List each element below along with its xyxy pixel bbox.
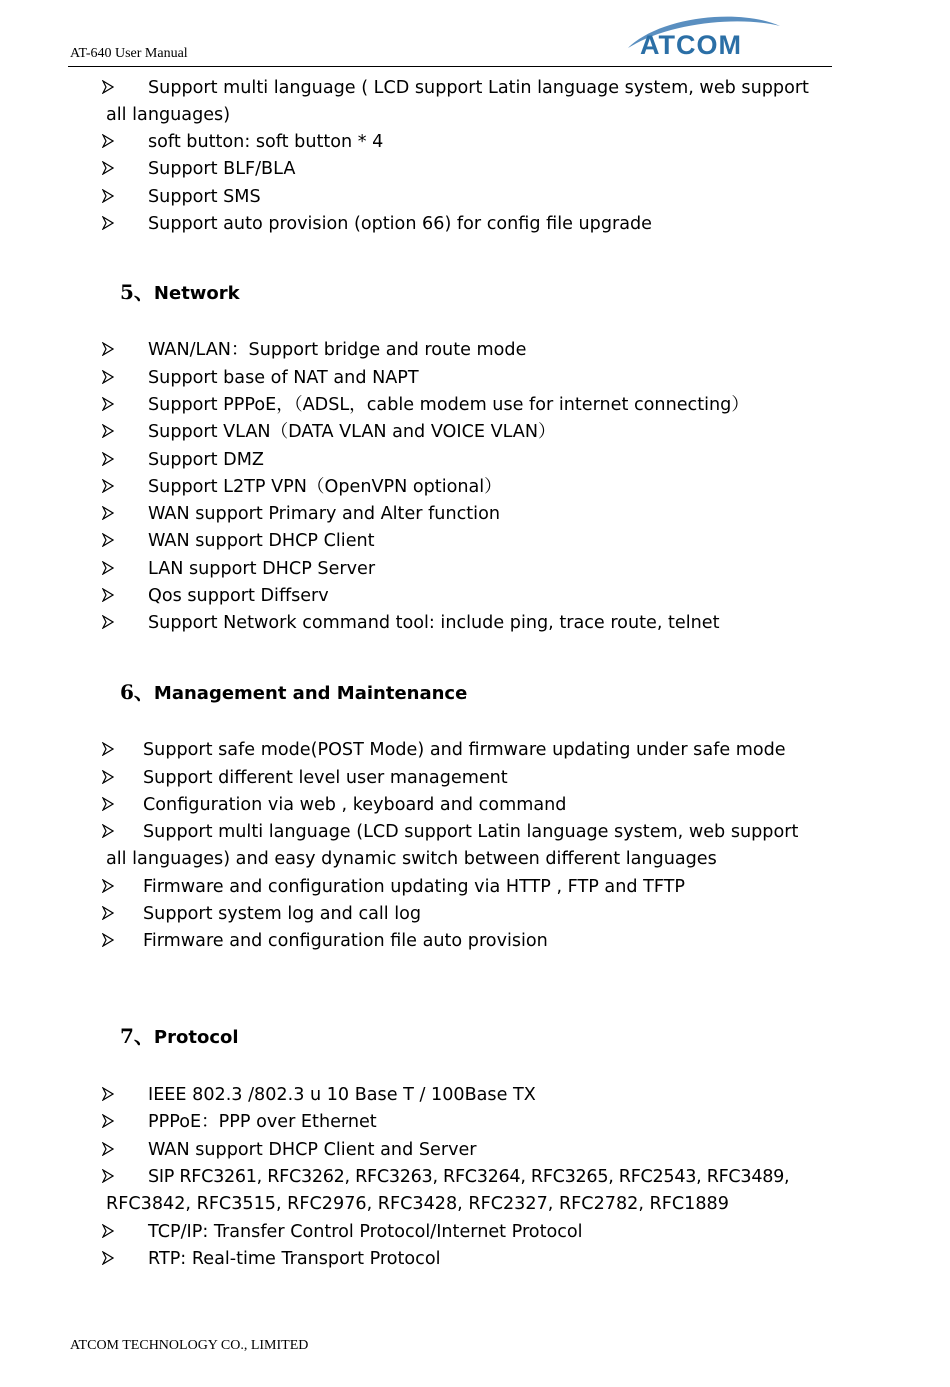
- list-item: Support different level user management: [143, 768, 508, 788]
- list-item: IEEE 802.3 /802.3 u 10 Base T / 100Base TX: [148, 1085, 536, 1105]
- bullet-arrow-icon: [102, 339, 114, 361]
- bullet-arrow-icon: [102, 1248, 114, 1270]
- bullet-arrow-icon: [102, 585, 114, 607]
- list-item: Support BLF/BLA: [148, 159, 296, 179]
- document-footer: ATCOM TECHNOLOGY CO., LIMITED: [70, 1338, 309, 1353]
- section-heading-protocol: [120, 1020, 239, 1049]
- list-item: Support multi language (LCD support Latin language system, web support: [143, 822, 799, 842]
- atcom-logo: ATCOM: [640, 30, 742, 60]
- bullet-arrow-icon: [102, 930, 114, 952]
- bullet-arrow-icon: [102, 476, 114, 498]
- list-item: RTP: Real-time Transport Protocol: [148, 1249, 441, 1269]
- list-item: Support PPPoE，（ADSL，cable modem use for internet connecting）: [148, 395, 749, 415]
- list-item: WAN support DHCP Client: [148, 531, 375, 551]
- bullet-arrow-icon: [102, 1111, 114, 1133]
- bullet-arrow-icon: [102, 1221, 114, 1243]
- bullet-arrow-icon: [102, 186, 114, 208]
- bullet-arrow-icon: [102, 1084, 114, 1106]
- bullet-arrow-icon: [102, 77, 114, 99]
- bullet-arrow-icon: [102, 158, 114, 180]
- list-item: Firmware and configuration file auto provision: [143, 931, 548, 951]
- section-title: Protocol: [153, 1027, 239, 1048]
- bullet-arrow-icon: [102, 821, 114, 843]
- bullet-arrow-icon: [102, 530, 114, 552]
- bullet-arrow-icon: [102, 794, 114, 816]
- section-title: Management and Maintenance: [153, 683, 468, 704]
- list-item: Support multi language ( LCD support Latin language system, web support: [148, 78, 809, 98]
- bullet-arrow-icon: [102, 1166, 114, 1188]
- list-item: soft button: soft button * 4: [148, 132, 384, 152]
- list-item: SIP RFC3261, RFC3262, RFC3263, RFC3264, RFC3265, RFC2543, RFC3489,: [148, 1167, 790, 1187]
- list-item: Configuration via web , keyboard and command: [143, 795, 567, 815]
- list-item: Qos support Diffserv: [148, 586, 329, 606]
- section-number: 7、: [120, 1024, 154, 1048]
- bullet-arrow-icon: [102, 213, 114, 235]
- list-item: PPPoE：PPP over Ethernet: [148, 1112, 377, 1132]
- bullet-arrow-icon: [102, 367, 114, 389]
- list-item: WAN support DHCP Client and Server: [148, 1140, 477, 1160]
- list-item: Support base of NAT and NAPT: [148, 368, 419, 388]
- bullet-arrow-icon: [102, 421, 114, 443]
- list-item: Support system log and call log: [143, 904, 422, 924]
- document-header-title: AT-640 User Manual: [70, 46, 188, 61]
- list-item: Support L2TP VPN（OpenVPN optional）: [148, 477, 502, 497]
- section-number: 5、: [120, 280, 154, 304]
- list-item: WAN/LAN：Support bridge and route mode: [148, 340, 527, 360]
- list-item: Firmware and configuration updating via HTTP , FTP and TFTP: [143, 877, 686, 897]
- bullet-arrow-icon: [102, 876, 114, 898]
- list-item-continued: all languages): [106, 105, 231, 125]
- bullet-arrow-icon: [102, 1139, 114, 1161]
- list-item: TCP/IP: Transfer Control Protocol/Internet Protocol: [148, 1222, 583, 1242]
- bullet-arrow-icon: [102, 449, 114, 471]
- list-item: Support SMS: [148, 187, 261, 207]
- header-rule: [68, 66, 832, 67]
- bullet-arrow-icon: [102, 394, 114, 416]
- list-item-continued: all languages) and easy dynamic switch between different languages: [106, 849, 717, 869]
- bullet-arrow-icon: [102, 612, 114, 634]
- list-item: Support auto provision (option 66) for config file upgrade: [148, 214, 652, 234]
- bullet-arrow-icon: [102, 739, 114, 761]
- bullet-arrow-icon: [102, 131, 114, 153]
- list-item-continued: RFC3842, RFC3515, RFC2976, RFC3428, RFC2327, RFC2782, RFC1889: [106, 1194, 729, 1214]
- bullet-arrow-icon: [102, 558, 114, 580]
- list-item: Support safe mode(POST Mode) and firmware updating under safe mode: [143, 740, 786, 760]
- list-item: Support Network command tool: include ping, trace route, telnet: [148, 613, 720, 633]
- section-heading-management: [120, 676, 467, 705]
- section-number: 6、: [120, 680, 154, 704]
- list-item: Support DMZ: [148, 450, 264, 470]
- bullet-arrow-icon: [102, 503, 114, 525]
- section-title: Network: [153, 283, 240, 304]
- bullet-arrow-icon: [102, 767, 114, 789]
- bullet-arrow-icon: [102, 903, 114, 925]
- section-heading-network: [120, 276, 240, 305]
- list-item: LAN support DHCP Server: [148, 559, 376, 579]
- list-item: WAN support Primary and Alter function: [148, 504, 500, 524]
- list-item: Support VLAN（DATA VLAN and VOICE VLAN）: [148, 422, 556, 442]
